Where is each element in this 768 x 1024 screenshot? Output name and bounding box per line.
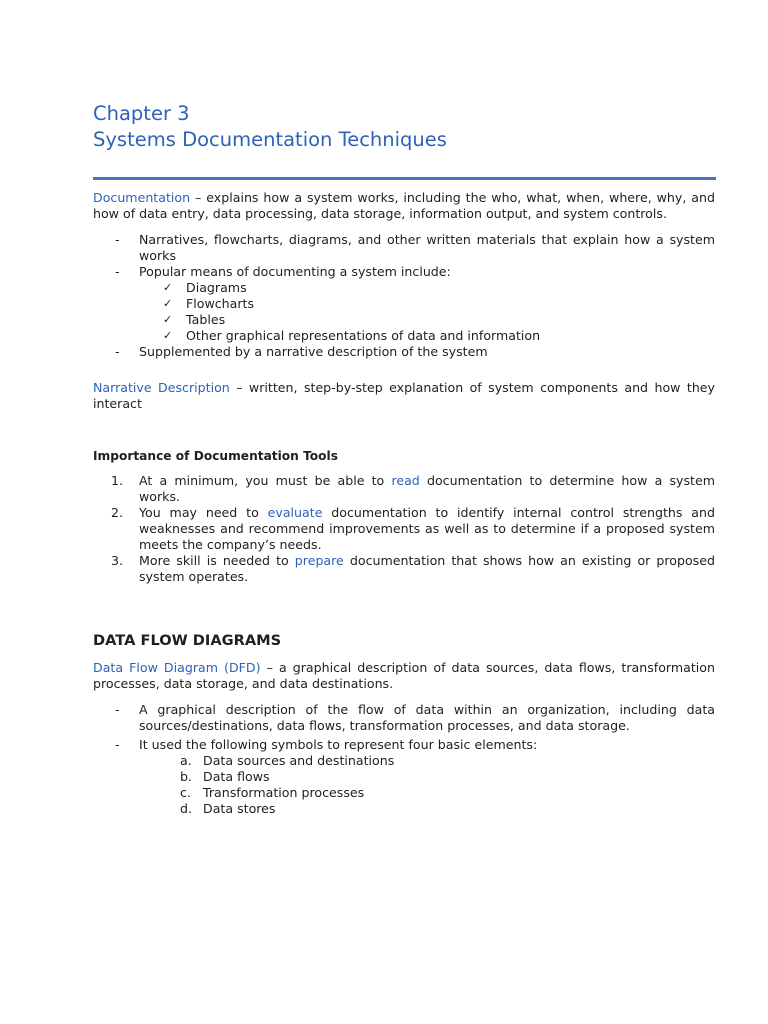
list-item: - Popular means of documenting a system include: [115, 264, 451, 279]
dash-marker: - [115, 264, 120, 279]
importance-list [93, 473, 715, 585]
dfd-definition-text: – a graphical description of data sources, data flows, transformation processes, data storage, and data destinations. [93, 660, 715, 691]
item-letter: c. [180, 785, 191, 800]
keyword-prepare: prepare [294, 553, 344, 568]
check-list-item: ✓ Tables [163, 312, 226, 327]
chapter-title: Systems Documentation Techniques [93, 128, 447, 151]
checkmark-icon: ✓ [163, 297, 173, 310]
narrative-definition [93, 380, 715, 412]
importance-heading: Importance of Documentation Tools [93, 449, 338, 463]
list-item: c. Transformation processes [180, 785, 365, 800]
dash-marker: - [115, 344, 120, 359]
keyword-evaluate: evaluate [267, 505, 323, 520]
list-item: d. Data stores [180, 801, 276, 816]
documentation-definition [93, 190, 715, 222]
dfd-section-heading: DATA FLOW DIAGRAMS [93, 632, 282, 649]
documentation-term: Documentation [93, 190, 191, 205]
dfd-definition [93, 660, 715, 692]
narrative-definition-text: – written, step-by-step explanation of system components and how they interact [93, 380, 715, 411]
check-list-item: ✓ Other graphical representations of data and information [163, 328, 541, 343]
documentation-bullet-list [93, 232, 715, 360]
dash-marker: - [115, 737, 120, 752]
dfd-bullet-list [93, 702, 715, 817]
list-item: 2. You may need to evaluate documentation to identify internal control strengths and weaknesses and recommend improvements as well as to determine if a proposed system meets the company’s needs. [111, 505, 715, 552]
item-letter: a. [180, 753, 192, 768]
check-list-item: ✓ Diagrams [163, 280, 247, 295]
dfd-term: Data Flow Diagram (DFD) [93, 660, 261, 675]
checkmark-icon: ✓ [163, 329, 173, 342]
list-item: 1. At a minimum, you must be able to read documentation to determine how a system works. [111, 473, 715, 504]
list-item: a. Data sources and destinations [180, 753, 395, 768]
checkmark-icon: ✓ [163, 313, 173, 326]
dash-marker: - [115, 232, 120, 247]
heading-divider [93, 177, 716, 180]
keyword-read: read [391, 473, 420, 488]
documentation-definition-text: – explains how a system works, including the who, what, when, where, why, and how of data entry, data processing, data storage, information output, and system controls. [93, 190, 715, 221]
list-item: - A graphical description of the flow of data within an organization, including data sources/destinations, data flows, transformation processes, and data storage. [115, 702, 715, 733]
checkmark-icon: ✓ [163, 281, 173, 294]
item-number: 3. [111, 553, 124, 568]
item-number: 2. [111, 505, 124, 520]
chapter-heading [93, 101, 447, 153]
item-letter: d. [180, 801, 192, 816]
check-list-item: ✓ Flowcharts [163, 296, 255, 311]
list-item: - Supplemented by a narrative description of the system [115, 344, 488, 359]
list-item: b. Data flows [180, 769, 270, 784]
dash-marker: - [115, 702, 120, 717]
item-letter: b. [180, 769, 192, 784]
list-item: 3. More skill is needed to prepare documentation that shows how an existing or proposed system operates. [111, 553, 715, 584]
list-item: - It used the following symbols to represent four basic elements: [115, 737, 538, 752]
item-number: 1. [111, 473, 124, 488]
narrative-term: Narrative Description [93, 380, 230, 395]
chapter-number: Chapter 3 [93, 102, 190, 125]
list-item: - Narratives, flowcharts, diagrams, and other written materials that explain how a system works [115, 232, 715, 263]
